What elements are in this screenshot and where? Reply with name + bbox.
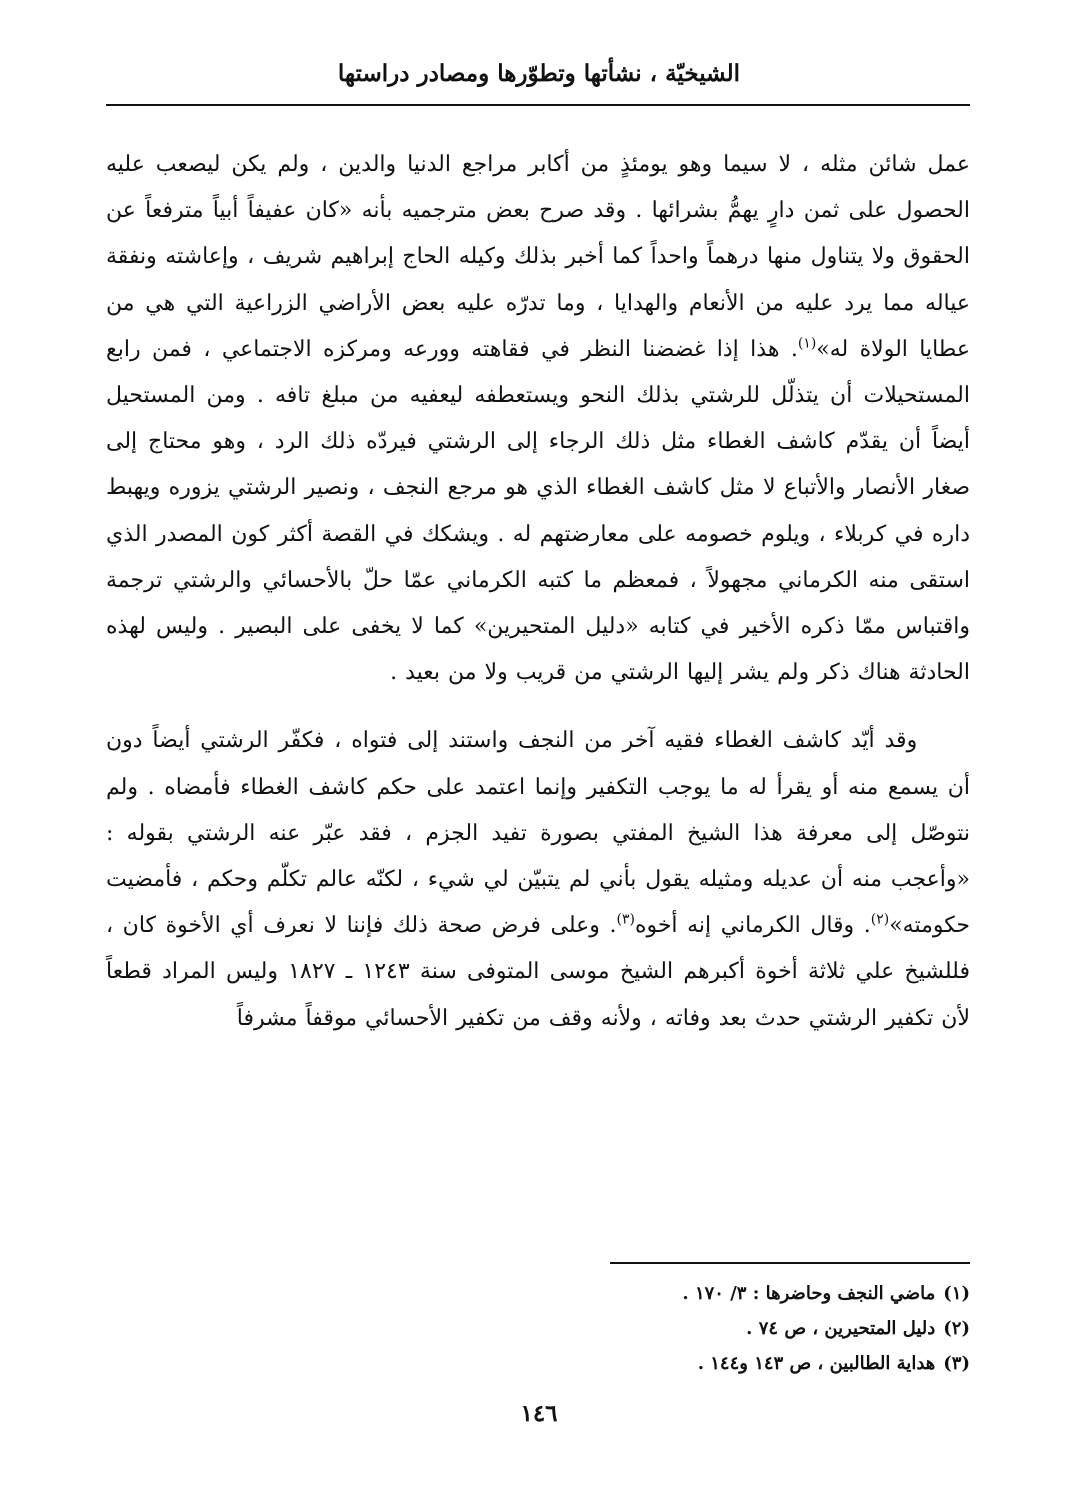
footnotes — [106, 1276, 970, 1381]
paragraph-2-text-c: . وعلى فرض صحة ذلك فإننا لا نعرف أي الأخوة كان ، فللشيخ علي ثلاثة أخوة أكبرهم الشيخ موسى المتوفى سنة ١٢٤٣ ـ ١٨٢٧ وليس المراد قطعاً لأن تكفير الرشتي حدث بعد وفاته ، ولأنه وقف من تكفير الأحسائي موقفاً مشرفاً — [106, 913, 970, 1031]
paragraph-2-text-a: وقد أيّد كاشف الغطاء فقيه آخر من النجف واستند إلى فتواه ، فكفّر الرشتي أيضاً دون أن يسمع منه أو يقرأ له ما يوجب التكفير وإنما اعتمد على حكم كاشف الغطاء فأمضاه . ولم نتوصّل إلى معرفة هذا الشيخ المفتي بصورة تفيد الجزم ، فقد عبّر عنه الرشتي بقوله : «وأعجب منه أن عديله ومثيله يقول بأني لم يتبيّن لي شيء ، لكنّه عالم تكلّم وحكم ، فأمضيت حكومته» — [106, 728, 970, 939]
paragraph-2 — [106, 718, 970, 1041]
footnote-2 — [106, 1311, 970, 1346]
paragraph-2-text-b: . وقال الكرماني إنه أخوه — [634, 913, 871, 939]
footnote-3-number: (٣) — [943, 1353, 970, 1374]
footnote-1 — [106, 1276, 970, 1311]
page-number: ١٤٦ — [520, 1400, 558, 1427]
footnote-1-text: ماضي النجف وحاضرها : ٣/ ١٧٠ . — [682, 1283, 936, 1304]
running-header: الشيخيّة ، نشأتها وتطوّرها ومصادر دراستها — [337, 60, 741, 87]
footnote-3 — [106, 1346, 970, 1381]
footnote-ref-2[interactable]: (٢) — [870, 911, 890, 928]
footnote-ref-1[interactable]: (١) — [797, 335, 817, 352]
paragraph-1 — [106, 142, 970, 696]
body-text — [106, 142, 970, 1042]
footnote-rule — [610, 1262, 970, 1264]
paragraph-1-text-a: عمل شائن مثله ، لا سيما وهو يومئذٍ من أكابر مراجع الدنيا والدين ، ولم يكن ليصعب عليه الحصول على ثمن دارٍ يهمُّ بشرائها . وقد صرح بعض مترجميه بأنه «كان عفيفاً أبياً مترفعاً عن الحقوق ولا يتناول منها درهماً واحداً كما أخبر بذلك وكيله الحاج إبراهيم شريف ، وإعاشته ونفقة عياله مما يرد عليه من الأنعام والهدايا ، وما تدرّه عليه بعض الأراضي الزراعية التي هي من عطايا الولاة له» — [106, 152, 970, 362]
paragraph-1-text-b: . هذا إذا غضضنا النظر في فقاهته وورعه ومركزه الاجتماعي ، فمن رابع المستحيلات أن يتذلّل للرشتي بذلك النحو ويستعطفه ليعفيه من مبلغ تافه . ومن المستحيل أيضاً أن يقدّم كاشف الغطاء مثل ذلك الرجاء إلى الرشتي فيردّه ذلك الرد ، وهو محتاج إلى صغار الأنصار والأتباع لا مثل كاشف الغطاء الذي هو مرجع النجف ، ونصير الرشتي يزوره ويهبط داره في كربلاء ، ويلوم خصومه على معارضتهم له . ويشكك في القصة أكثر كون المصدر الذي استقى منه الكرماني مجهولاً ، فمعظم ما كتبه الكرماني عمّا حلّ بالأحسائي والرشتي ترجمة واقتباس ممّا ذكره الأخير في كتابه «دليل المتحيرين» كما لا يخفى على البصير . وليس لهذه الحادثة هناك ذكر ولم يشر إليها الرشتي من قريب ولا من بعيد . — [106, 336, 970, 686]
footnote-ref-3[interactable]: (٣) — [616, 911, 635, 928]
footnote-2-number: (٢) — [943, 1318, 970, 1339]
footnote-3-text: هداية الطالبين ، ص ١٤٣ و١٤٤ . — [697, 1353, 936, 1374]
header-rule — [106, 104, 970, 106]
footnote-2-text: دليل المتحيرين ، ص ٧٤ . — [746, 1318, 936, 1339]
footnote-1-number: (١) — [943, 1283, 970, 1304]
